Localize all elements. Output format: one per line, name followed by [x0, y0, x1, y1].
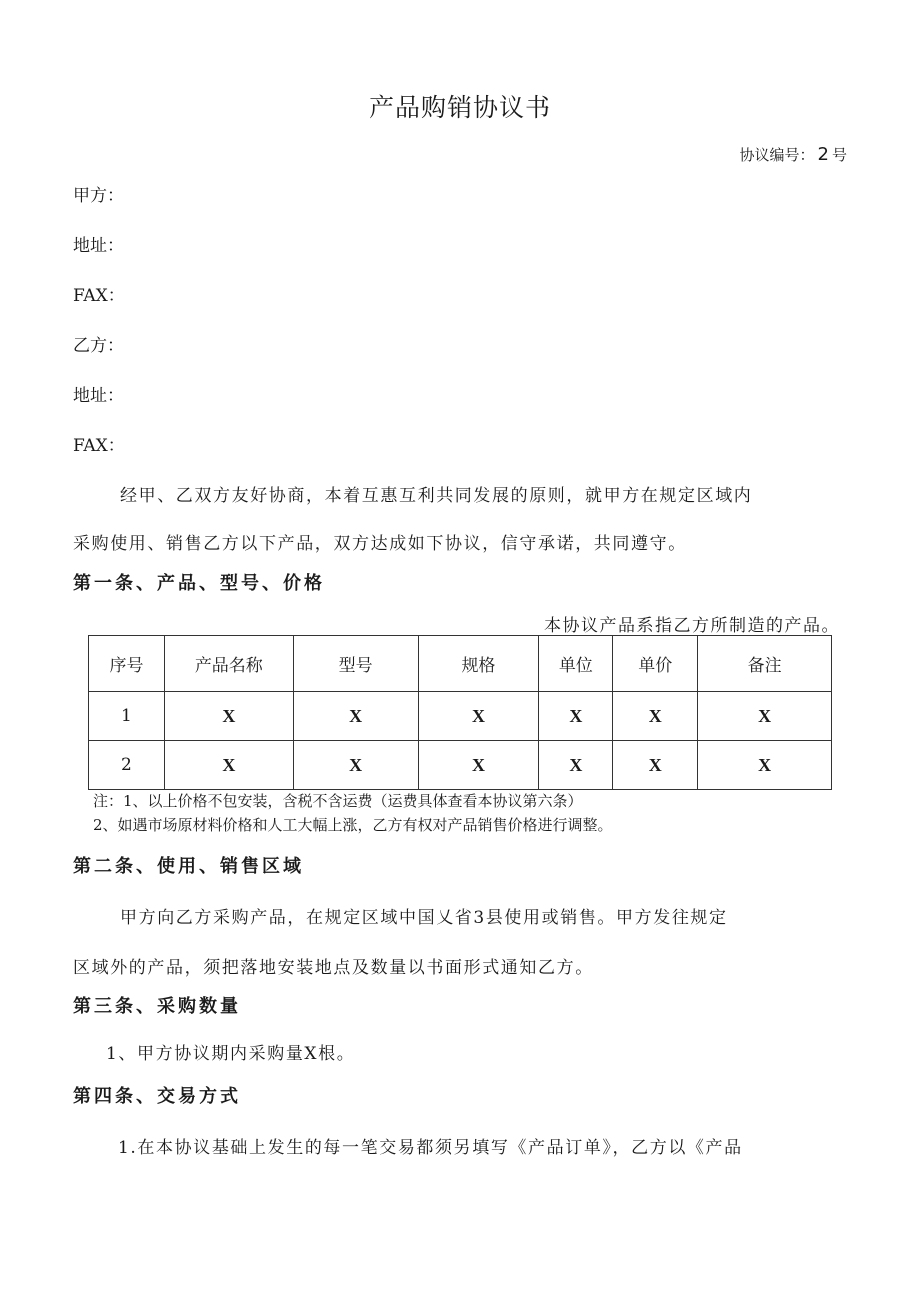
article1-statement: 本协议产品系指乙方所制造的产品。: [544, 616, 840, 636]
table-header-cell: 单价: [613, 636, 698, 692]
intro-paragraph-line2: 采购使用、销售乙方以下产品，双方达成如下协议，信守承诺，共同遵守。: [73, 534, 687, 554]
article2-line2: 区域外的产品，须把落地安装地点及数量以书面形式通知乙方。: [73, 958, 594, 978]
table-header-cell: 备注: [698, 636, 832, 692]
table-cell: X: [613, 741, 698, 790]
table-note-1: 注：1、以上价格不包安装，含税不含运费（运费具体查看本协议第六条）: [93, 792, 583, 810]
table-header-cell: 序号: [89, 636, 165, 692]
table-header-cell: 规格: [418, 636, 539, 692]
document-title: 产品购销协议书: [368, 93, 551, 122]
party-b-label: 乙方：: [73, 336, 124, 356]
table-cell: X: [539, 741, 613, 790]
article2-heading: 第二条、使用、销售区域: [73, 856, 304, 877]
table-cell: X: [293, 692, 418, 741]
party-a-address-label: 地址：: [73, 236, 124, 256]
table-cell: X: [164, 692, 293, 741]
article3-heading: 第三条、采购数量: [73, 996, 241, 1017]
table-cell-serial: 1: [89, 692, 165, 741]
agreement-number-value: 2: [817, 144, 829, 165]
table-row: [89, 741, 832, 790]
agreement-number: [740, 144, 847, 165]
intro-paragraph-line1: 经甲、乙双方友好协商，本着互惠互利共同发展的原则，就甲方在规定区域内: [120, 486, 753, 506]
table-cell: X: [539, 692, 613, 741]
article2-line1: 甲方向乙方采购产品，在规定区域中国乂省3县使用或销售。甲方发往规定: [120, 908, 728, 928]
table-cell-serial: 2: [89, 741, 165, 790]
table-header-cell: 产品名称: [164, 636, 293, 692]
table-cell: X: [418, 741, 539, 790]
article1-heading: 第一条、产品、型号、价格: [73, 573, 325, 594]
article4-heading: 第四条、交易方式: [73, 1086, 241, 1107]
table-header-cell: 单位: [539, 636, 613, 692]
article3-line1: 1、甲方协议期内采购量X根。: [106, 1044, 356, 1064]
agreement-number-suffix: 号: [831, 146, 847, 164]
party-a-label: 甲方：: [73, 186, 124, 206]
party-b-address-label: 地址：: [73, 386, 124, 406]
table-cell: X: [698, 692, 832, 741]
agreement-number-label: 协议编号：: [739, 146, 815, 164]
article4-line1: 1.在本协议基础上发生的每一笔交易都须另填写《产品订单》，乙方以《产品: [118, 1138, 743, 1158]
product-table: [88, 635, 832, 790]
table-row: [89, 692, 832, 741]
table-header-cell: 型号: [293, 636, 418, 692]
table-note-2: 2、如遇市场原材料价格和人工大幅上涨，乙方有权对产品销售价格进行调整。: [93, 816, 613, 834]
table-cell: X: [293, 741, 418, 790]
table-cell: X: [613, 692, 698, 741]
table-cell: X: [418, 692, 539, 741]
table-header-row: [89, 636, 832, 692]
party-b-fax-label: FAX：: [73, 436, 125, 456]
table-cell: X: [164, 741, 293, 790]
table-cell: X: [698, 741, 832, 790]
party-a-fax-label: FAX：: [73, 286, 125, 306]
